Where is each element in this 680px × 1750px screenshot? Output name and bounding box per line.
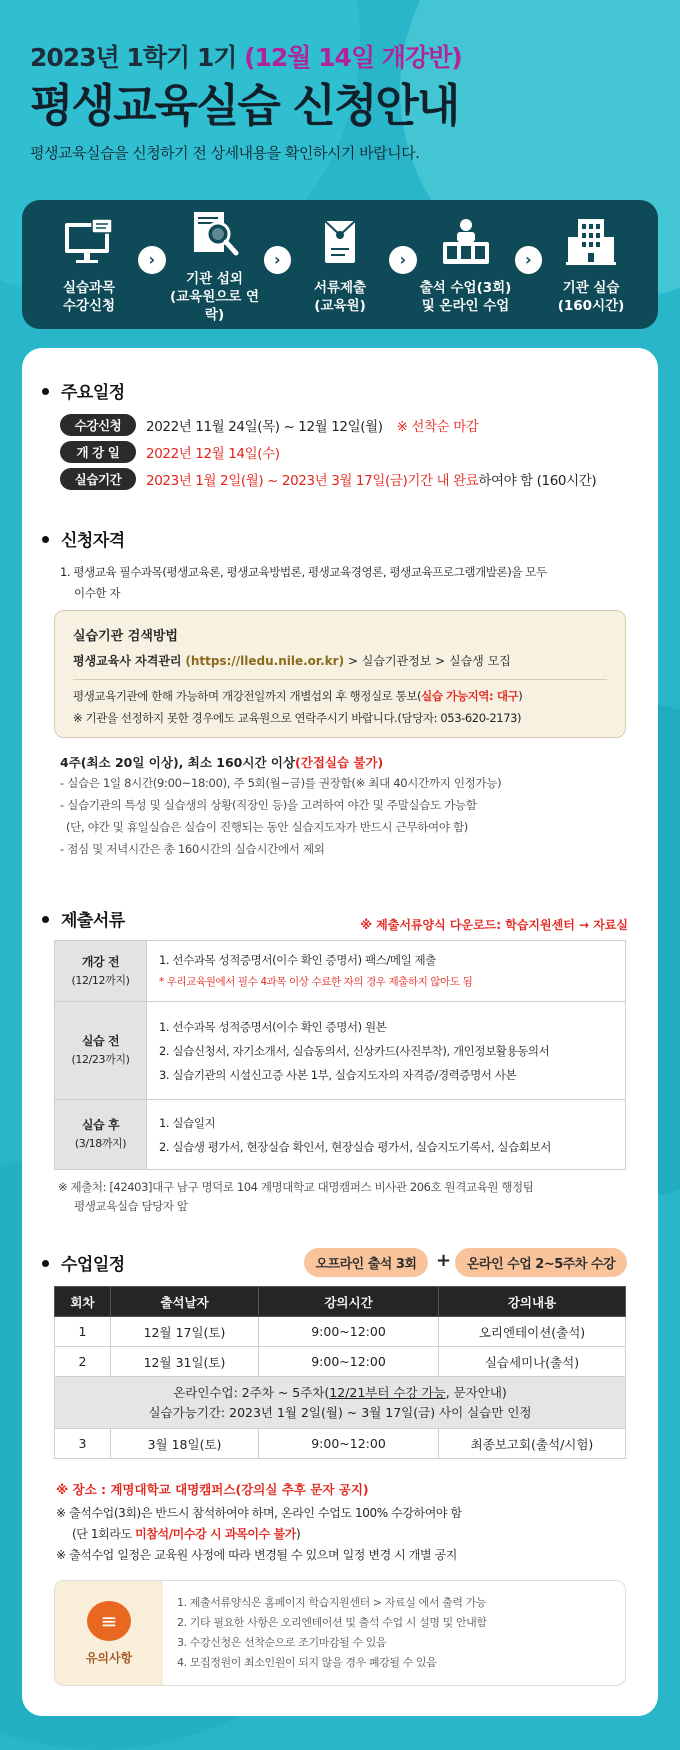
column-header: 회차 (55, 1287, 111, 1317)
class-note-text: (단 1회라도 (72, 1527, 136, 1541)
section-title-classes: 수업일정 (42, 1250, 125, 1275)
table-cell: 오리엔테이션(출석) (439, 1317, 626, 1347)
content-card (22, 348, 658, 1716)
doc-head (55, 1100, 147, 1170)
step-label: (교육원으로 연락) (169, 288, 260, 323)
step-label: 실습과목 (62, 279, 116, 296)
qualification-text: 이수한 자 (74, 586, 121, 600)
menu-bubble-icon: ≡ (87, 1601, 131, 1641)
online-info-line: 실습가능기간: 2023년 1월 2일(월) ~ 3월 17일(금) 사이 실습만 인정 (148, 1404, 532, 1420)
table-cell: 12월 31일(토) (111, 1347, 259, 1377)
doc-head-deadline: (12/12까지) (71, 973, 130, 987)
step-label: 및 온라인 수업 (421, 297, 510, 314)
table-cell: 1 (55, 1317, 111, 1347)
table-header-row (55, 1287, 626, 1317)
doc-line: 1. 선수과목 성적증명서(이수 확인 증명서) 원본 (159, 1019, 387, 1034)
box-title: 실습기관 검색방법 (73, 629, 178, 644)
table-cell: 2 (55, 1347, 111, 1377)
table-row (55, 1100, 626, 1170)
table-cell: 9:00~12:00 (259, 1429, 439, 1459)
doc-line: 3. 실습기관의 시설신고증 사본 1부, 실습지도자의 자격증/경력증명서 사본 (159, 1067, 517, 1082)
process-steps (22, 200, 658, 329)
schedule-row (60, 414, 479, 436)
schedule-row (60, 441, 280, 463)
step-label: 서류제출 (313, 279, 367, 296)
chevron-right-icon: › (264, 246, 291, 274)
qualification-text: 1. 평생교육 필수과목(평생교육론, 평생교육방법론, 평생교육경영론, 평생교육프로그램개발론)을 모두 (60, 565, 547, 579)
plus-sign: + (436, 1250, 452, 1271)
chevron-right-icon: › (389, 246, 416, 274)
doc-content (147, 941, 626, 1002)
doc-head-deadline: (12/23까지) (71, 1053, 130, 1066)
class-note (56, 1524, 462, 1545)
table-cell: 3 (55, 1429, 111, 1459)
schedule-value: 2022년 12월 14일(수) (146, 446, 280, 462)
step-label: (교육원) (314, 297, 366, 314)
step-label: (160시간) (557, 297, 625, 314)
schedule-label: 실습기간 (60, 468, 136, 490)
column-header: 강의시간 (259, 1287, 439, 1317)
box-text-part: ) (518, 689, 523, 703)
step-course-registration (40, 215, 138, 315)
hours-bullets (60, 772, 501, 860)
hours-text: 4주(최소 20일 이상), 최소 160시간 이상 (60, 755, 296, 770)
online-info-text: 온라인수업: 2주차 ~ 5주차( (173, 1384, 330, 1400)
qualification-item (60, 562, 547, 604)
address-line: ※ 제출처: [42403]대구 남구 명덕로 104 계명대학교 대명캠퍼스 비사관 206호 원격교육원 행정팀 (58, 1180, 534, 1194)
bullet-item: - 점심 및 저녁시간은 총 160시간의 실습시간에서 제외 (60, 842, 325, 856)
notice-list (163, 1593, 487, 1673)
column-header: 강의내용 (439, 1287, 626, 1317)
address-line: 평생교육실습 담당자 앞 (74, 1199, 188, 1213)
step-document-submission (291, 215, 389, 315)
subtitle-highlight: (12월 14일 개강반) (244, 43, 462, 72)
subtitle-text: 2023년 1학기 1기 (30, 43, 245, 72)
schedule-label: 수강신청 (60, 414, 136, 436)
table-row (55, 1317, 626, 1347)
doc-head-title: 개강 전 (81, 954, 120, 969)
notice-item: 1. 제출서류양식은 홈페이지 학습지원센터 > 자료실 에서 출력 가능 (177, 1596, 487, 1609)
submission-address (58, 1178, 533, 1216)
doc-line: 2. 실습생 평가서, 현장실습 확인서, 현장실습 평가서, 실습지도기록서, 실습회보서 (159, 1139, 551, 1154)
section-title-documents: 제출서류 (42, 906, 125, 931)
schedule-row (60, 468, 596, 490)
doc-head (55, 1002, 147, 1100)
schedule-value: 2022년 11월 24일(목) ~ 12월 12일(월) (146, 419, 383, 435)
bullet-item: - 실습은 1일 8시간(9:00~18:00), 주 5회(월~금)를 권장함(※ 최대 40시간까지 인정가능) (60, 776, 502, 790)
online-info-underline: 12/21부터 수강 가능 (329, 1384, 446, 1400)
doc-head-title: 실습 후 (81, 1118, 120, 1132)
search-method-box (54, 610, 626, 738)
notice-item: 2. 기타 필요한 사항은 오리엔테이션 및 출석 수업 시 설명 및 안내함 (177, 1616, 487, 1629)
section-title-schedule: 주요일정 (42, 378, 125, 403)
building-icon (563, 215, 619, 269)
online-tag: 온라인 수업 2~5주차 수강 (455, 1248, 627, 1277)
box-text (73, 688, 607, 704)
class-schedule-table (54, 1286, 626, 1459)
doc-content (147, 1100, 626, 1170)
class-note-text: ) (295, 1527, 301, 1541)
notice-badge (55, 1581, 163, 1685)
notice-item: 4. 모집정원이 최소인원이 되지 않을 경우 폐강될 수 있음 (177, 1656, 437, 1669)
lecture-icon (438, 215, 494, 269)
bullet-item: - 실습기관의 특성 및 실습생의 상황(직장인 등)을 고려하여 야간 및 주말실습도 가능함 (60, 798, 477, 812)
table-row (55, 1002, 626, 1100)
online-info-cell (55, 1377, 626, 1429)
doc-head (55, 941, 147, 1002)
doc-content (147, 1002, 626, 1100)
page-subtitle (30, 38, 650, 74)
schedule-note: ※ 선착순 마감 (396, 419, 479, 435)
hours-warning: (간접실습 불가) (295, 755, 384, 770)
notice-box (54, 1580, 626, 1686)
schedule-value: 2023년 1월 2일(월) ~ 2023년 3월 17일(금)기간 내 완료 (146, 473, 479, 489)
step-institution-practice (542, 215, 640, 315)
table-row (55, 1347, 626, 1377)
external-link[interactable]: (https://lledu.nile.or.kr) (185, 654, 345, 668)
class-notes (56, 1503, 462, 1566)
table-cell: 최종보고회(출석/시험) (439, 1429, 626, 1459)
step-label: 기관 실습 (562, 279, 620, 296)
doc-head-deadline: (3/18까지) (74, 1137, 127, 1150)
hours-requirement (60, 753, 383, 771)
region-highlight: 실습 가능지역: 대구 (421, 689, 519, 703)
nav-path: > 실습기관정보 > 실습생 모집 (347, 654, 511, 668)
class-note: ※ 출석수업 일정은 교육원 사정에 따라 변경될 수 있으며 일정 변경 시 개별 공지 (56, 1548, 457, 1562)
bullet-item: (단, 야간 및 휴일실습은 실습이 진행되는 동안 실습지도자가 반드시 근무하여야 함) (66, 820, 468, 834)
class-note-warning: 미참석/미수강 시 과목이수 불가 (135, 1527, 296, 1541)
step-label: 출석 수업(3회) (419, 279, 512, 296)
step-attendance-class (417, 215, 515, 315)
divider (73, 679, 607, 680)
table-row (55, 1429, 626, 1459)
doc-line: 1. 실습일지 (159, 1115, 216, 1130)
table-row (55, 1377, 626, 1429)
place-note: ※ 장소 : 계명대학교 대명캠퍼스(강의실 추후 문자 공지) (56, 1482, 369, 1497)
class-note: ※ 출석수업(3회)은 반드시 참석하여야 하며, 온라인 수업도 100% 수강하여야 함 (56, 1506, 462, 1520)
section-title-qualification: 신청자격 (42, 526, 125, 551)
page-title: 평생교육실습 신청안내 (30, 79, 459, 132)
box-text-part: 평생교육기관에 한해 가능하며 개강전일까지 개별섭외 후 행정실로 통보( (73, 689, 422, 703)
chevron-right-icon: › (138, 246, 165, 274)
notice-item: 3. 수강신청은 선착순으로 조기마감될 수 있음 (177, 1636, 387, 1649)
step-institution-contact (166, 206, 264, 324)
online-info-line (55, 1383, 625, 1403)
computer-icon (61, 215, 117, 269)
download-note[interactable]: ※ 제출서류양식 다운로드: 학습지원센터 → 자료실 (360, 918, 628, 932)
table-row (55, 941, 626, 1002)
table-cell: 9:00~12:00 (259, 1317, 439, 1347)
doc-line: 2. 실습신청서, 자기소개서, 실습동의서, 신상카드(사진부착), 개인정보활용동의서 (159, 1043, 550, 1058)
column-header: 출석날자 (111, 1287, 259, 1317)
doc-note: * 우리교육원에서 필수 4과목 이상 수료한 자의 경우 제출하지 않아도 됨 (159, 976, 473, 988)
schedule-value-tail: 하여야 함 (160시간) (478, 473, 597, 489)
doc-head-title: 실습 전 (81, 1034, 120, 1048)
table-cell: 12월 17일(토) (111, 1317, 259, 1347)
notice-label: 유의사항 (85, 1650, 133, 1665)
magnifier-icon (187, 206, 243, 260)
schedule-label: 개 강 일 (60, 441, 136, 463)
search-path (73, 652, 607, 669)
documents-table (54, 940, 626, 1170)
offline-tag: 오프라인 출석 3회 (304, 1248, 428, 1277)
chevron-right-icon: › (515, 246, 542, 274)
online-info-text: , 문자안내) (445, 1384, 507, 1400)
box-text: ※ 기관을 선정하지 못한 경우에도 교육원으로 연락주시기 바랍니다.(담당자: 053-620-2173) (73, 711, 522, 725)
table-cell: 3월 18일(토) (111, 1429, 259, 1459)
step-label: 기관 섭외 (186, 270, 243, 287)
doc-line: 1. 선수과목 성적증명서(이수 확인 증명서) 팩스/메일 제출 (159, 953, 436, 967)
table-cell: 9:00~12:00 (259, 1347, 439, 1377)
table-cell: 실습세미나(출석) (439, 1347, 626, 1377)
step-label: 수강신청 (62, 297, 116, 314)
envelope-icon (312, 215, 368, 269)
page-header (30, 38, 650, 163)
page-description: 평생교육실습을 신청하기 전 상세내용을 확인하시기 바랍니다. (30, 144, 420, 162)
link-label: 평생교육사 자격관리 (73, 654, 182, 668)
